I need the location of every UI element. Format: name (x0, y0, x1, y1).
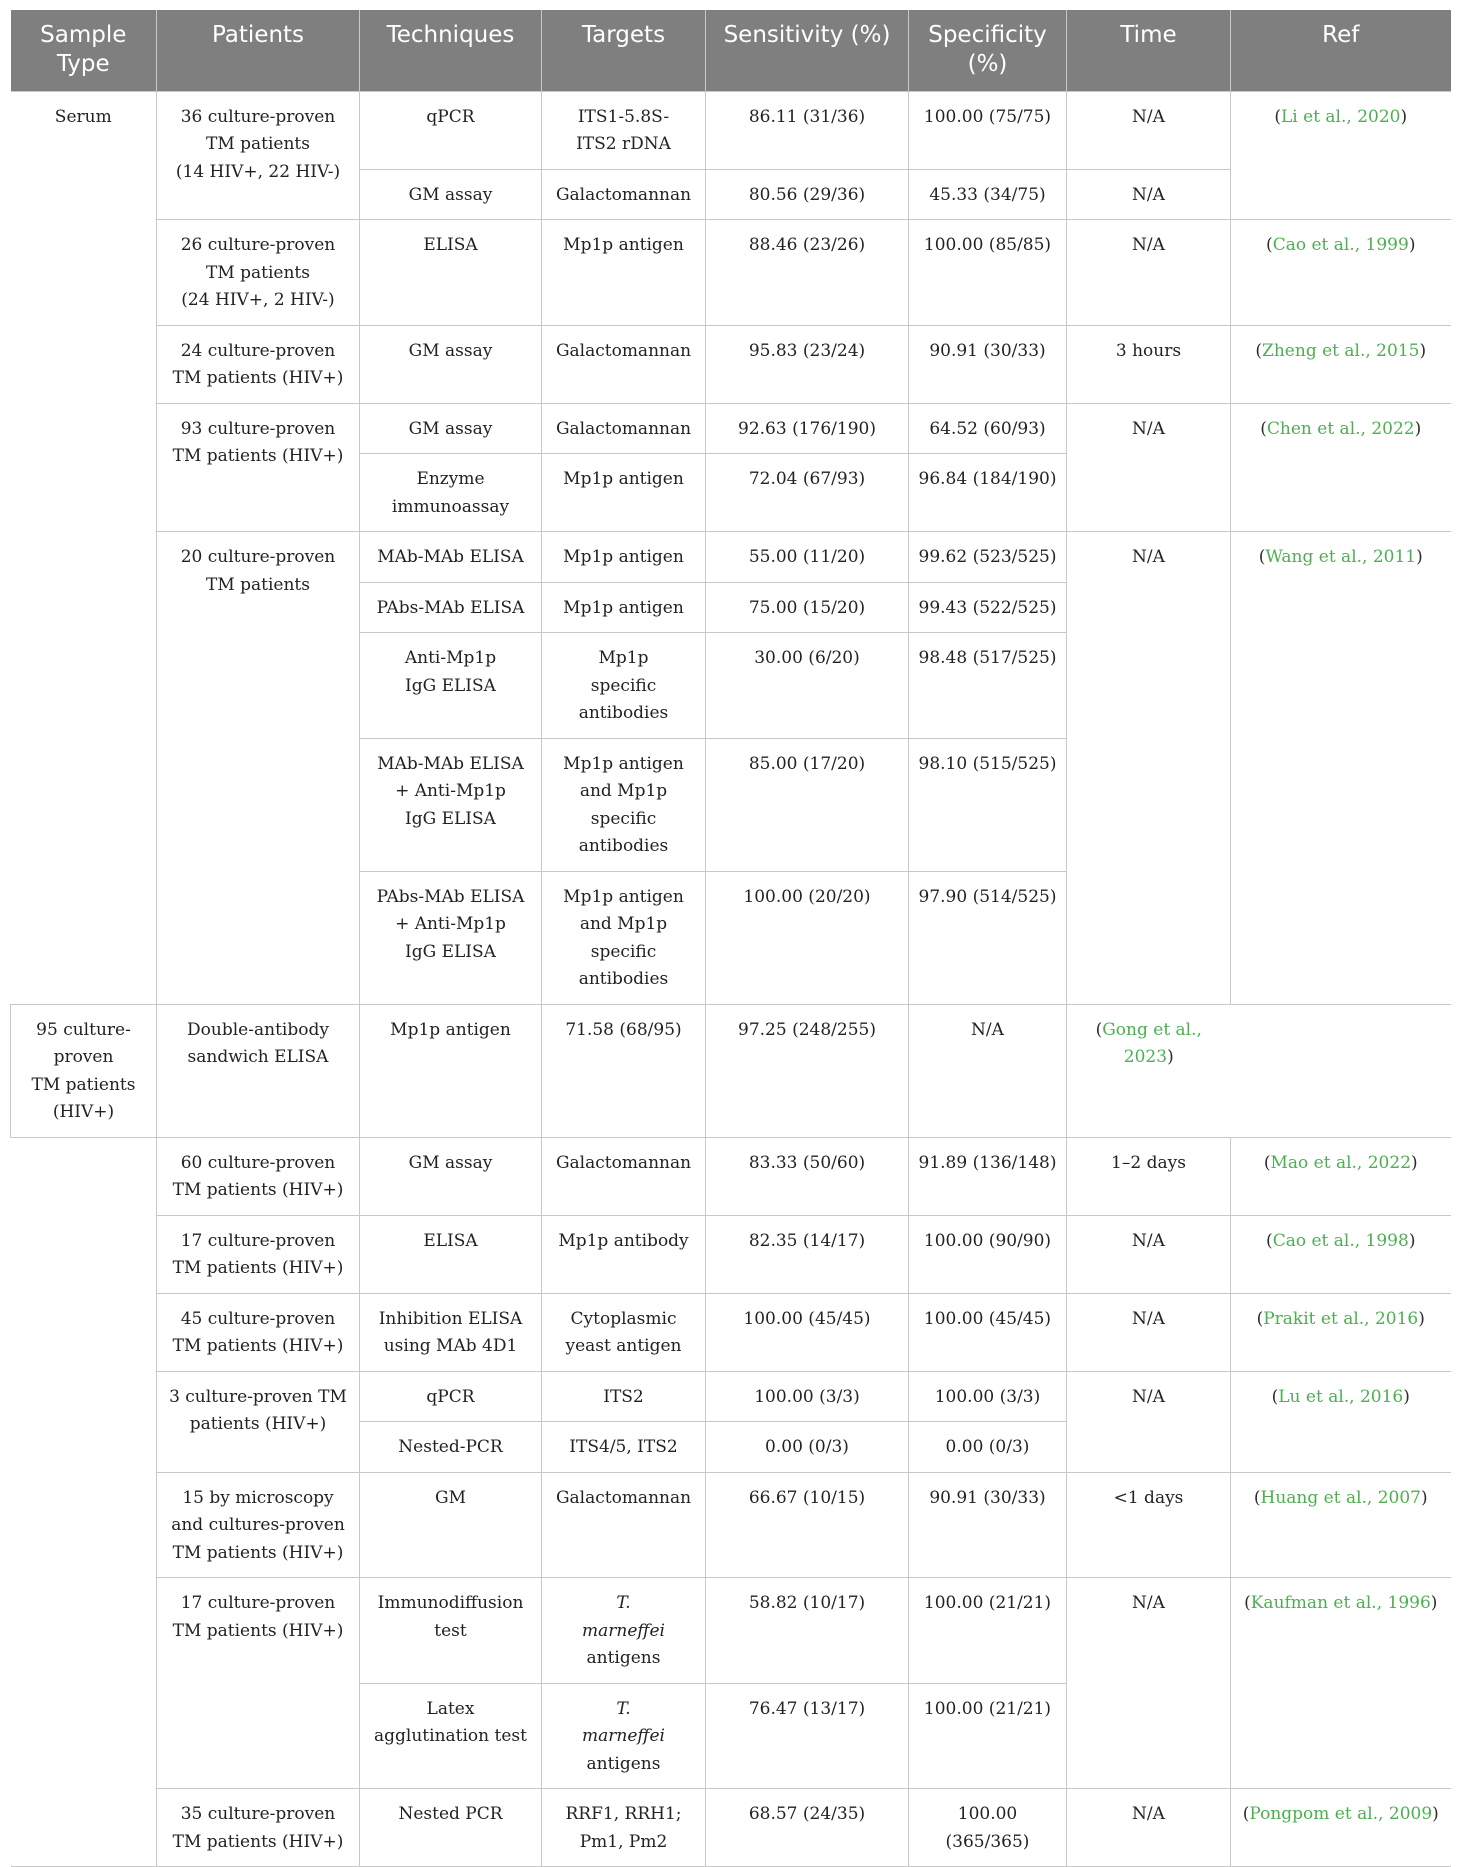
sensitivity-cell: 71.58 (68/95) (542, 1004, 706, 1137)
ref-cell: (Gong et al., 2023) (1067, 1004, 1231, 1137)
table-row (11, 1789, 1451, 1867)
sensitivity-cell: 95.83 (23/24) (706, 325, 909, 403)
technique-cell: MAb-MAb ELISA + Anti-Mp1p IgG ELISA (360, 738, 542, 871)
time-cell: N/A (1067, 403, 1231, 532)
technique-cell: qPCR (360, 91, 542, 169)
specificity-cell: 100.00 (365/365) (909, 1789, 1067, 1867)
target-cell: Galactomannan (542, 1137, 706, 1215)
target-cell: Mp1p antigen and Mp1p specific antibodies (542, 871, 706, 1004)
sensitivity-cell: 72.04 (67/93) (706, 454, 909, 532)
sensitivity-cell: 66.67 (10/15) (706, 1472, 909, 1578)
header-row (11, 10, 1451, 91)
table-row (11, 325, 1451, 403)
specificity-cell: 45.33 (34/75) (909, 169, 1067, 220)
sample-type-cell (11, 1137, 157, 1867)
citation-link[interactable]: Li et al., 2020 (1281, 106, 1401, 127)
header-sample-type: Sample Type (11, 10, 157, 91)
technique-cell: GM assay (360, 325, 542, 403)
target-cell: Galactomannan (542, 403, 706, 454)
patients-cell: 45 culture-proven TM patients (HIV+) (157, 1293, 360, 1371)
time-cell: N/A (1067, 169, 1231, 220)
patients-cell: 60 culture-proven TM patients (HIV+) (157, 1137, 360, 1215)
patients-cell: 26 culture-proven TM patients (24 HIV+, 2 HIV-) (157, 220, 360, 326)
citation-link[interactable]: Wang et al., 2011 (1265, 547, 1417, 567)
specificity-cell: 98.48 (517/525) (909, 633, 1067, 739)
technique-cell: Double-antibody sandwich ELISA (157, 1004, 360, 1137)
header-sensitivity: Sensitivity (%) (706, 10, 909, 91)
ref-cell: (Chen et al., 2022) (1231, 403, 1451, 532)
time-cell: N/A (1067, 220, 1231, 326)
target-rest: antigens (586, 1753, 661, 1774)
time-cell: N/A (1067, 91, 1231, 169)
table-row (11, 1578, 1451, 1684)
patients-cell: 17 culture-proven TM patients (HIV+) (157, 1578, 360, 1789)
target-cell: Mp1p specific antibodies (542, 633, 706, 739)
sample-type-cell: Serum (11, 91, 157, 1004)
technique-cell: PAbs-MAb ELISA + Anti-Mp1p IgG ELISA (360, 871, 542, 1004)
specificity-cell: 100.00 (21/21) (909, 1578, 1067, 1684)
technique-cell: ELISA (360, 1215, 542, 1293)
sensitivity-cell: 100.00 (20/20) (706, 871, 909, 1004)
table-row (11, 1472, 1451, 1578)
specificity-cell: 100.00 (90/90) (909, 1215, 1067, 1293)
patients-cell: 3 culture-proven TM patients (HIV+) (157, 1371, 360, 1472)
target-cell: ITS4/5, ITS2 (542, 1422, 706, 1473)
specificity-cell: 90.91 (30/33) (909, 325, 1067, 403)
time-cell: <1 days (1067, 1472, 1231, 1578)
table-row (11, 1371, 1451, 1422)
time-cell: N/A (1067, 1578, 1231, 1789)
patients-cell: 95 culture-proven TM patients (HIV+) (11, 1004, 157, 1137)
header-time: Time (1067, 10, 1231, 91)
ref-cell: (Prakit et al., 2016) (1231, 1293, 1451, 1371)
patients-cell: 15 by microscopy and cultures-proven TM patients (HIV+) (157, 1472, 360, 1578)
target-cell: Cytoplasmic yeast antigen (542, 1293, 706, 1371)
table-row (11, 91, 1451, 169)
target-italic: T. marneffei (582, 1698, 665, 1746)
patients-cell: 17 culture-proven TM patients (HIV+) (157, 1215, 360, 1293)
sensitivity-cell: 58.82 (10/17) (706, 1578, 909, 1684)
technique-cell: PAbs-MAb ELISA (360, 582, 542, 633)
time-cell: N/A (1067, 532, 1231, 1005)
specificity-cell: 100.00 (3/3) (909, 1371, 1067, 1422)
specificity-cell: 96.84 (184/190) (909, 454, 1067, 532)
header-patients: Patients (157, 10, 360, 91)
target-cell: Galactomannan (542, 325, 706, 403)
time-cell: N/A (1067, 1371, 1231, 1472)
technique-cell: Inhibition ELISA using MAb 4D1 (360, 1293, 542, 1371)
specificity-cell: 100.00 (45/45) (909, 1293, 1067, 1371)
sensitivity-cell: 85.00 (17/20) (706, 738, 909, 871)
target-italic: T. marneffei (582, 1593, 665, 1641)
ref-cell: (Lu et al., 2016) (1231, 1371, 1451, 1472)
specificity-cell: 98.10 (515/525) (909, 738, 1067, 871)
target-cell: Mp1p antigen (542, 532, 706, 583)
technique-cell: ELISA (360, 220, 542, 326)
target-cell: Mp1p antigen (542, 454, 706, 532)
technique-cell: GM assay (360, 1137, 542, 1215)
sensitivity-cell: 0.00 (0/3) (706, 1422, 909, 1473)
target-cell: Mp1p antigen (360, 1004, 542, 1137)
specificity-cell: 0.00 (0/3) (909, 1422, 1067, 1473)
specificity-cell: 90.91 (30/33) (909, 1472, 1067, 1578)
technique-cell: Latex agglutination test (360, 1683, 542, 1789)
time-cell: N/A (1067, 1293, 1231, 1371)
specificity-cell: 97.25 (248/255) (706, 1004, 909, 1137)
citation-link[interactable]: Gong et al., 2023 (1102, 1019, 1202, 1067)
target-cell: Galactomannan (542, 169, 706, 220)
target-cell: ITS2 (542, 1371, 706, 1422)
header-specificity: Specificity (%) (909, 10, 1067, 91)
technique-cell: Immunodiffusion test (360, 1578, 542, 1684)
diagnostics-table (10, 10, 1451, 1867)
time-cell: 1–2 days (1067, 1137, 1231, 1215)
ref-cell: (Li et al., 2020) (1231, 91, 1451, 220)
citation-link[interactable]: Lu et al., 2016 (1278, 1386, 1404, 1407)
specificity-cell: 97.90 (514/525) (909, 871, 1067, 1004)
target-cell: Galactomannan (542, 1472, 706, 1578)
target-rest: antigens (586, 1648, 661, 1668)
citation-link[interactable]: Zheng et al., 2015 (1262, 340, 1420, 361)
citation-link[interactable]: Chen et al., 2022 (1266, 418, 1415, 439)
sensitivity-cell: 75.00 (15/20) (706, 582, 909, 633)
ref-cell: (Cao et al., 1998) (1231, 1215, 1451, 1293)
header-targets: Targets (542, 10, 706, 91)
technique-cell: GM assay (360, 169, 542, 220)
citation-link[interactable]: Kaufman et al., 1996 (1250, 1593, 1431, 1613)
table-row (11, 1215, 1451, 1293)
ref-cell: (Mao et al., 2022) (1231, 1137, 1451, 1215)
patients-cell: 20 culture-proven TM patients (157, 532, 360, 1005)
ref-cell: (Cao et al., 1999) (1231, 220, 1451, 326)
ref-cell: (Kaufman et al., 1996) (1231, 1578, 1451, 1789)
sensitivity-cell: 55.00 (11/20) (706, 532, 909, 583)
citation-link[interactable]: Cao et al., 1998 (1272, 1230, 1409, 1251)
citation-link[interactable]: Huang et al., 2007 (1260, 1487, 1421, 1508)
target-cell: ITS1-5.8S- ITS2 rDNA (542, 91, 706, 169)
specificity-cell: 100.00 (85/85) (909, 220, 1067, 326)
target-cell: Mp1p antibody (542, 1215, 706, 1293)
target-cell (542, 1683, 706, 1789)
header-ref: Ref (1231, 10, 1451, 91)
patients-cell: 36 culture-proven TM patients (14 HIV+, 22 HIV-) (157, 91, 360, 220)
technique-cell: GM assay (360, 403, 542, 454)
time-cell: N/A (1067, 1215, 1231, 1293)
table-row (11, 1004, 1451, 1137)
technique-cell: Anti-Mp1p IgG ELISA (360, 633, 542, 739)
technique-cell: GM (360, 1472, 542, 1578)
specificity-cell: 91.89 (136/148) (909, 1137, 1067, 1215)
technique-cell: Nested-PCR (360, 1422, 542, 1473)
time-cell: 3 hours (1067, 325, 1231, 403)
patients-cell: 24 culture-proven TM patients (HIV+) (157, 325, 360, 403)
ref-cell: (Pongpom et al., 2009) (1231, 1789, 1451, 1867)
sensitivity-cell: 82.35 (14/17) (706, 1215, 909, 1293)
patients-cell: 93 culture-proven TM patients (HIV+) (157, 403, 360, 532)
ref-cell: (Wang et al., 2011) (1231, 532, 1451, 1005)
specificity-cell: 64.52 (60/93) (909, 403, 1067, 454)
technique-cell: Nested PCR (360, 1789, 542, 1867)
citation-link[interactable]: Pongpom et al., 2009 (1249, 1804, 1433, 1824)
table-row (11, 1293, 1451, 1371)
citation-link[interactable]: Mao et al., 2022 (1270, 1152, 1412, 1173)
header-techniques: Techniques (360, 10, 542, 91)
table-row (11, 220, 1451, 326)
specificity-cell: 100.00 (75/75) (909, 91, 1067, 169)
sensitivity-cell: 100.00 (3/3) (706, 1371, 909, 1422)
time-cell: N/A (909, 1004, 1067, 1137)
time-cell: N/A (1067, 1789, 1231, 1867)
table-row (11, 1137, 1451, 1215)
technique-cell: MAb-MAb ELISA (360, 532, 542, 583)
sensitivity-cell: 88.46 (23/26) (706, 220, 909, 326)
sensitivity-cell: 92.63 (176/190) (706, 403, 909, 454)
patients-cell: 35 culture-proven TM patients (HIV+) (157, 1789, 360, 1867)
specificity-cell: 99.43 (522/525) (909, 582, 1067, 633)
citation-link[interactable]: Prakit et al., 2016 (1263, 1308, 1419, 1329)
sensitivity-cell: 83.33 (50/60) (706, 1137, 909, 1215)
target-cell: Mp1p antigen (542, 582, 706, 633)
target-cell (542, 1578, 706, 1684)
table-row (11, 403, 1451, 454)
target-cell: RRF1, RRH1; Pm1, Pm2 (542, 1789, 706, 1867)
sensitivity-cell: 68.57 (24/35) (706, 1789, 909, 1867)
sensitivity-cell: 76.47 (13/17) (706, 1683, 909, 1789)
sensitivity-cell: 80.56 (29/36) (706, 169, 909, 220)
target-cell: Mp1p antigen (542, 220, 706, 326)
sensitivity-cell: 100.00 (45/45) (706, 1293, 909, 1371)
technique-cell: Enzyme immunoassay (360, 454, 542, 532)
technique-cell: qPCR (360, 1371, 542, 1422)
sensitivity-cell: 30.00 (6/20) (706, 633, 909, 739)
ref-cell: (Huang et al., 2007) (1231, 1472, 1451, 1578)
ref-cell: (Zheng et al., 2015) (1231, 325, 1451, 403)
sensitivity-cell: 86.11 (31/36) (706, 91, 909, 169)
target-cell: Mp1p antigen and Mp1p specific antibodies (542, 738, 706, 871)
table-row (11, 532, 1451, 583)
specificity-cell: 100.00 (21/21) (909, 1683, 1067, 1789)
specificity-cell: 99.62 (523/525) (909, 532, 1067, 583)
citation-link[interactable]: Cao et al., 1999 (1272, 235, 1409, 255)
